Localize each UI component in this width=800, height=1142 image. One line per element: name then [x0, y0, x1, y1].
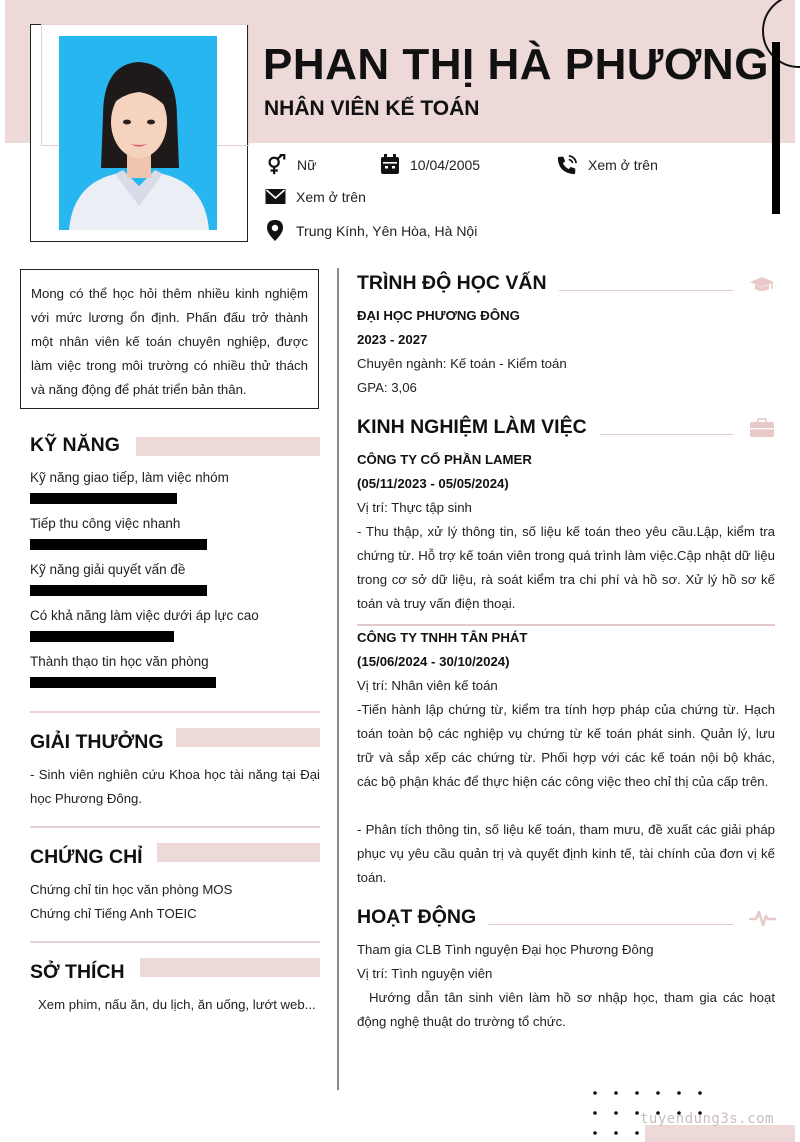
certificate-item: Chứng chỉ Tiếng Anh TOEIC — [30, 906, 197, 921]
skill-label: Tiếp thu công việc nhanh — [30, 516, 181, 531]
skill-level-bar — [30, 539, 207, 550]
job-details: - Thu thập, xử lý thông tin, số liệu kế toán theo yêu cầu.Lập, kiểm tra chứng từ. Hỗ trợ kế toán viên trong quá trình làm việc.Cập nhật dữ liệu trong cơ sở dữ liệu, rà soát kiểm tra chi phí và hồ sơ. Xử lý hồ sơ kế toán và truy vấn điện thoại. — [357, 524, 775, 611]
decorative-dot — [635, 1091, 639, 1095]
skills-title: KỸ NĂNG — [30, 434, 120, 456]
activity-text: Hướng dẫn tân sinh viên làm hồ sơ nhập học, tham gia các hoạt động nghệ thuật do trường tổ chức. — [357, 990, 775, 1029]
address-info — [266, 220, 477, 242]
section-divider — [30, 941, 320, 943]
gender-text: Nữ — [297, 157, 317, 173]
certificates-title-bar — [157, 843, 320, 862]
decorative-dot — [593, 1111, 597, 1115]
email-info — [265, 188, 366, 205]
job-details: -Tiến hành lập chứng từ, kiểm tra tính hợp pháp của chứng từ. Hạch toán toàn bộ các nghiệp vụ chứng từ kế toán phát sinh. Quản lý, lưu trữ và sắp xếp các chứng từ. Phối hợp với các kế toán nội bộ khác, các bộ phận khác để thực hiện các công việc theo chỉ thị của cấp trên. — [357, 702, 775, 789]
decorative-dot — [656, 1091, 660, 1095]
awards-title: GIẢI THƯỞNG — [30, 731, 164, 753]
job-position: Vị trí: Thực tập sinh — [357, 500, 472, 515]
skill-level-bar — [30, 631, 174, 642]
email-icon — [265, 188, 286, 205]
decorative-vertical-bar — [772, 42, 780, 214]
column-divider — [337, 268, 339, 1090]
decorative-dot — [614, 1111, 618, 1115]
decorative-dot — [677, 1091, 681, 1095]
experience-title-line — [600, 434, 733, 435]
skill-level-bar — [30, 585, 207, 596]
hobbies-title: SỞ THÍCH — [30, 961, 125, 983]
activities-title-line — [488, 924, 733, 925]
skill-label: Thành thạo tin học văn phòng — [30, 654, 209, 669]
education-major: Chuyên ngành: Kế toán - Kiểm toán — [357, 356, 567, 371]
watermark-band — [645, 1125, 795, 1142]
birthdate-text: 10/04/2005 — [410, 156, 481, 173]
decorative-dot — [614, 1091, 618, 1095]
address-text: Trung Kính, Yên Hòa, Hà Nội — [296, 223, 478, 239]
skill-level-bar — [30, 677, 216, 688]
activity-position: Vị trí: Tình nguyện viên — [357, 966, 493, 981]
skill-label: Có khả năng làm việc dưới áp lực cao — [30, 608, 259, 623]
decorative-dot — [614, 1131, 618, 1135]
school-name: ĐẠI HỌC PHƯƠNG ĐÔNG — [357, 308, 520, 323]
section-divider — [30, 826, 320, 828]
skills-title-bar — [136, 437, 320, 456]
gender-info — [265, 154, 316, 176]
certificates-title: CHỨNG CHỈ — [30, 846, 143, 868]
activities-title: HOẠT ĐỘNG — [357, 906, 477, 928]
email-text: Xem ở trên — [296, 188, 366, 205]
watermark: tuyendung3s.com — [640, 1111, 774, 1127]
briefcase-icon — [749, 418, 775, 438]
job-period: (05/11/2023 - 05/05/2024) — [357, 476, 509, 491]
skill-label: Kỹ năng giao tiếp, làm việc nhóm — [30, 470, 229, 485]
awards-text: - Sinh viên nghiên cứu Khoa học tài năng tại Đại học Phương Đông. — [30, 767, 320, 806]
birthdate-info — [380, 154, 480, 175]
company-name: CÔNG TY TNHH TÂN PHÁT — [357, 630, 528, 645]
heartbeat-icon — [749, 908, 776, 928]
hobbies-text: Xem phim, nấu ăn, du lịch, ăn uống, lướt web... — [38, 997, 316, 1012]
skill-label: Kỹ năng giải quyết vấn đề — [30, 562, 186, 577]
job-details: - Phân tích thông tin, số liệu kế toán, tham mưu, đề xuất các giải pháp phục vụ yêu cầu quản trị và quyết định kinh tế, tài chính của đơn vị kế toán. — [357, 822, 775, 885]
career-objective: Mong có thể học hỏi thêm nhiều kinh nghiệm với mức lương ổn định. Phấn đấu trở thành một nhân viên kế toán chuyên nghiệp, được làm việc trong môi trường có nhiều thử thách và năng động để phát triển bản thân. — [20, 269, 319, 409]
experience-title: KINH NGHIỆM LÀM VIỆC — [357, 416, 587, 438]
decorative-dot — [635, 1131, 639, 1135]
education-gpa: GPA: 3,06 — [357, 380, 417, 395]
graduation-cap-icon — [749, 276, 775, 294]
candidate-name: PHAN THỊ HÀ PHƯƠNG — [263, 40, 769, 89]
phone-icon — [556, 154, 578, 176]
skill-level-bar — [30, 493, 177, 504]
job-title: NHÂN VIÊN KẾ TOÁN — [264, 97, 480, 120]
decorative-dot — [698, 1091, 702, 1095]
certificate-item: Chứng chỉ tin học văn phòng MOS — [30, 882, 233, 897]
job-period: (15/06/2024 - 30/10/2024) — [357, 654, 510, 669]
decorative-dot — [635, 1111, 639, 1115]
phone-text: Xem ở trên — [588, 157, 658, 173]
education-title-line — [559, 290, 733, 291]
hobbies-title-bar — [140, 958, 320, 977]
company-name: CÔNG TY CỔ PHẦN LAMER — [357, 452, 532, 467]
section-divider — [30, 711, 320, 713]
phone-info — [556, 154, 658, 176]
profile-photo — [59, 36, 217, 230]
education-title: TRÌNH ĐỘ HỌC VẤN — [357, 272, 547, 294]
awards-title-bar — [176, 728, 320, 747]
decorative-dot — [593, 1091, 597, 1095]
calendar-icon — [380, 154, 400, 175]
education-period: 2023 - 2027 — [357, 332, 428, 347]
activity-org: Tham gia CLB Tình nguyện Đại học Phương Đông — [357, 942, 654, 957]
gender-icon — [265, 154, 287, 176]
location-icon — [266, 220, 284, 242]
job-position: Vị trí: Nhân viên kế toán — [357, 678, 498, 693]
decorative-dot — [593, 1131, 597, 1135]
